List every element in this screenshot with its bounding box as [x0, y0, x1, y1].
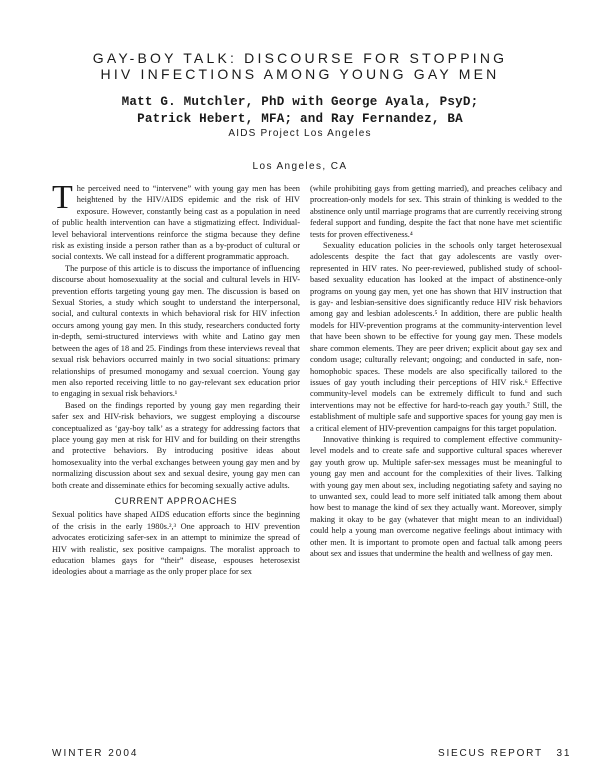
affiliation: AIDS Project Los Angeles — [228, 128, 372, 139]
paragraph-findings: Based on the findings reported by young gay men regarding their safer sex and HIV-risk behaviors, we suggest employing a discourse conceptualized as ‘gay-boy talk’ as a strategy for addressing factors that place young gay men at risk for HIV and for building on their strengths and protective behaviors. By introducing positive ideas about homosexuality into the verbal exchanges between young gay men and by normalizing discussion about sex and sexual desire, young gay men can both create and disseminate ethics for becoming sexually active adults. — [52, 400, 300, 490]
footer-issue: WINTER 2004 — [52, 748, 139, 759]
article-title-line1: GAY-BOY TALK: DISCOURSE FOR STOPPING — [92, 50, 508, 66]
location: Los Angeles, CA — [252, 161, 348, 172]
drop-cap: T — [52, 179, 73, 216]
left-column — [52, 179, 300, 578]
paragraph-innovative: Innovative thinking is required to complement effective community-level models and to create safe and supportive cultural spaces wherever gay youth grow up. Multiple safer-sex messages must be meaningful to young gay men and account for the complexities of their lives. Talking with young gay men about sex, including negotiating safety and saying no to unwanted sex, could lead to more self initiated talk among them about how best to manage the kind of sex they actually want. Moreover, simply making it okay to be gay (whatever that might mean to an individual) could help a young man overcome negative feelings about intimacy with other men. It is important to promote open and factual talk among peers about sex and issues that undermine the health and wellness of gay men. — [310, 434, 562, 558]
paragraph-approaches: Sexual politics have shaped AIDS education efforts since the beginning of the crisis in the early 1980s.²,³ One approach to HIV prevention advocates eroticizing safer-sex in an attempt to minimize the spread of HIV with realistic, sex positive campaigns. The moralist approach to education blames gays for “their” disease, espouses heterosexist ideologies about a marriage as the only proper place for sex — [52, 510, 300, 577]
authors-line1: Matt G. Mutchler, PhD with George Ayala, PsyD; — [121, 95, 479, 109]
paragraph-intro — [52, 179, 300, 263]
right-column — [310, 183, 562, 559]
article-title-line2: HIV INFECTIONS AMONG YOUNG GAY MEN — [100, 66, 500, 82]
paragraph-policies: Sexuality education policies in the schools only target heterosexual adolescents despite the fact that gay adolescents are vastly over-represented in HIV rates. No peer-reviewed, published study of school-based sexuality education has looked at the impact of abstinence-only programs on young gay men, yet one has shown that HIV instruction that is gay- and lesbian-sensitive does significantly reduce HIV risk behaviors among gay and lesbian adolescents.⁵ In addition, there are public health models for HIV-prevention programs at the community-intervention level that have been shown to be effective for young gay men. These models share common elements. They are peer driven; explicit about gay sex and condom usage; culturally relevant; ongoing; and conducted in safe, non-homophobic spaces. These models are also specifically tailored to the issues of gay youth including their perceptions of HIV risk.⁶ Effective community-level models can be extremely difficult to fund and such interventions may not be effective for hard-to-reach gay youth.⁷ Still, the establishment of multiple safe and supportive spaces for young gay men is a critical element of HIV-prevention campaigns for this target population. — [310, 241, 562, 433]
paragraph-intro-text: he perceived need to “intervene” with young gay men has been heightened by the HIV/AIDS epidemic and the risk of HIV exposure. However, constantly being cast as a population in need of public health intervention can have a stigmatizing effect. Individual-level behavioral interventions reinforce the stigma because they define risk as existing inside a person rather than as a by-product of cultural or social contexts. We call instead for a different programmatic approach. — [52, 184, 300, 262]
paragraph-purpose: The purpose of this article is to discuss the importance of influencing discourse about homosexuality at the social and cultural levels in HIV-prevention efforts targeting young gay men. The discussion is based on Sexual Stories, a study which sought to understand the interpersonal, social, and cultural contexts in which behavioral risk for HIV infection occurs among young gay men. In this study, researchers conducted forty in-depth, semi-structured interviews with white and Latino gay men between the ages of 18 and 25. Findings from these interviews reveal that sexual risk behaviors occurred mainly in two social situations: primary relationships of presumed monogamy and sexual coercion. Young gay men also reported receiving little to no gay-relevant sex education prior to engaging in sexual risk behaviors.¹ — [52, 263, 300, 399]
authors-line2: Patrick Hebert, MFA; and Ray Fernandez, BA — [137, 112, 463, 126]
footer-page-number: SIECUS REPORT 31 — [438, 748, 572, 759]
section-heading: CURRENT APPROACHES — [114, 495, 238, 506]
paragraph-continued: (while prohibiting gays from getting married), and preaches celibacy and procreation-only models for sex. This strain of thinking is wedded to the abstinence only until marriage programs that are currently receiving strong federal support and funding, despite the fact that none have met scientific tests for proven effectiveness.⁴ — [310, 184, 562, 239]
